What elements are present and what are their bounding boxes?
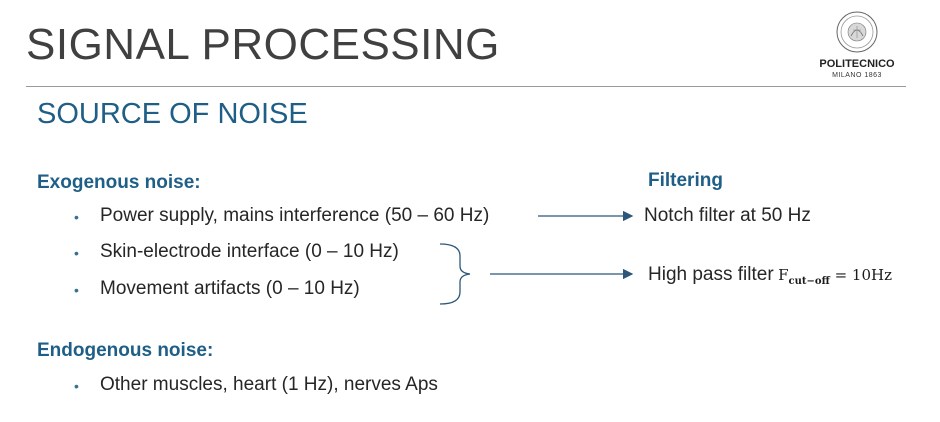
- logo-subtitle: MILANO 1863: [832, 72, 882, 79]
- formula-subscript: cut−off: [788, 276, 830, 287]
- formula-variable: F: [778, 266, 789, 284]
- bullet-icon: •: [74, 209, 79, 225]
- slide-subtitle: SOURCE OF NOISE: [37, 98, 308, 130]
- logo-name: POLITECNICO: [819, 58, 895, 70]
- exogenous-heading: Exogenous noise:: [37, 172, 201, 193]
- list-item: Skin-electrode interface (0 – 10 Hz): [100, 241, 399, 262]
- list-item: Power supply, mains interference (50 – 60 Hz): [100, 205, 490, 226]
- bullet-icon: •: [74, 245, 79, 261]
- endogenous-heading: Endogenous noise:: [37, 340, 214, 361]
- bullet-icon: •: [74, 282, 79, 298]
- highpass-label: High pass filter: [648, 264, 774, 285]
- bullet-icon: •: [74, 378, 79, 394]
- list-item: Other muscles, heart (1 Hz), nerves Aps: [100, 374, 438, 395]
- list-item: Movement artifacts (0 – 10 Hz): [100, 278, 360, 299]
- slide-title: SIGNAL PROCESSING: [26, 20, 500, 69]
- notch-filter-text: Notch filter at 50 Hz: [644, 205, 811, 226]
- grouping-brace-icon: [440, 244, 470, 304]
- formula-value: = 10Hz: [834, 266, 892, 284]
- filtering-heading: Filtering: [648, 170, 723, 191]
